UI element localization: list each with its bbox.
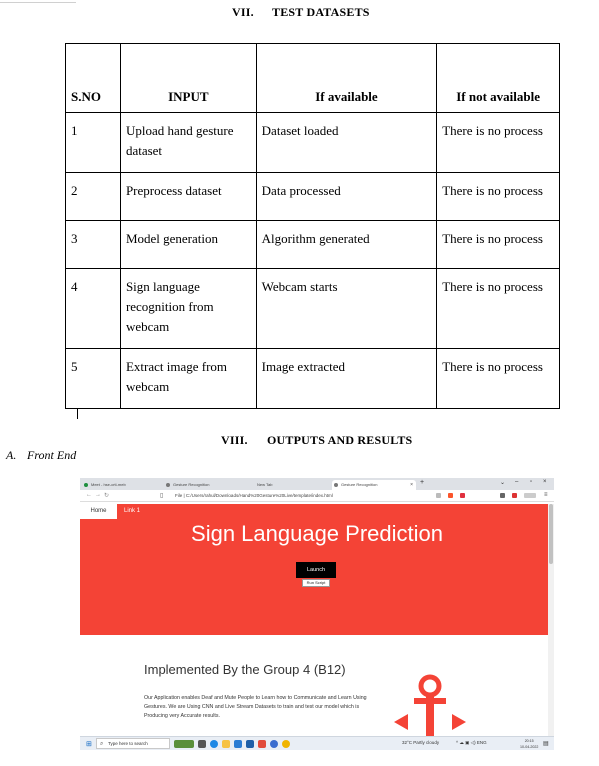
notification-icon[interactable]: ▤ xyxy=(543,741,549,747)
search-placeholder: Type here to search xyxy=(108,741,148,746)
section-title: TEST DATASETS xyxy=(272,5,370,19)
table-row xyxy=(66,269,560,349)
bookmark-icon[interactable]: ▯ xyxy=(160,493,164,499)
browser-tab[interactable] xyxy=(164,480,246,490)
anchor-icon xyxy=(392,674,472,736)
scrollbar[interactable] xyxy=(548,504,554,736)
text-cursor-mark xyxy=(77,408,78,419)
back-icon[interactable]: ← xyxy=(86,492,92,498)
weather-widget[interactable]: 32°C Partly cloudy xyxy=(402,740,440,745)
cell-sno: 1 xyxy=(66,113,121,173)
header-input: INPUT xyxy=(120,44,256,113)
cell-input: Sign language recognition from webcam xyxy=(120,269,256,349)
cell-sno: 2 xyxy=(66,173,121,221)
table-row xyxy=(66,221,560,269)
front-end-screenshot xyxy=(80,478,554,750)
minimize-icon[interactable]: – xyxy=(515,479,519,485)
url-field[interactable]: File | C:/Users/rahul/Downloads/Hand%20Gesture%20Live/template/index.html xyxy=(175,493,333,498)
cell-not-available: There is no process xyxy=(437,221,560,269)
new-tab-icon[interactable]: + xyxy=(420,479,425,486)
tab-label: New Tab xyxy=(257,482,273,487)
run-script-button[interactable]: Run Script xyxy=(302,579,330,587)
clock-date: 10-04-2022 xyxy=(520,745,539,749)
cell-available: Webcam starts xyxy=(256,269,437,349)
windows-start-icon[interactable]: ⊞ xyxy=(86,741,92,748)
section-title: OUTPUTS AND RESULTS xyxy=(267,433,413,447)
cell-input: Model generation xyxy=(120,221,256,269)
browser-tab-bar xyxy=(80,478,554,490)
cell-sno: 4 xyxy=(66,269,121,349)
cell-sno: 3 xyxy=(66,221,121,269)
cell-available: Algorithm generated xyxy=(256,221,437,269)
launch-button[interactable]: Launch xyxy=(296,562,336,578)
chrome-icon[interactable] xyxy=(282,740,290,748)
subsection-title: Front End xyxy=(27,448,77,462)
cell-not-available: There is no process xyxy=(437,349,560,409)
brave-icon[interactable] xyxy=(258,740,266,748)
vpn-icon[interactable] xyxy=(524,493,536,498)
language-indicator: ENG xyxy=(476,740,487,745)
store-icon[interactable] xyxy=(234,740,242,748)
browser-tab-active[interactable] xyxy=(332,480,416,490)
cell-input: Preprocess dataset xyxy=(120,173,256,221)
section-number: VIII. xyxy=(221,433,248,447)
table-row xyxy=(66,113,560,173)
cell-input: Upload hand gesture dataset xyxy=(120,113,256,173)
task-view-icon[interactable] xyxy=(198,740,206,748)
cell-not-available: There is no process xyxy=(437,113,560,173)
cell-sno: 5 xyxy=(66,349,121,409)
chevron-down-icon[interactable]: ⌄ xyxy=(500,480,506,486)
edge-icon[interactable] xyxy=(210,740,218,748)
reload-icon[interactable]: ↻ xyxy=(104,493,110,499)
globe-icon xyxy=(334,483,338,487)
section-heading-test-datasets xyxy=(232,5,370,20)
subsection-label: A. xyxy=(6,448,17,462)
close-window-icon[interactable]: × xyxy=(543,479,547,485)
taskbar-clock[interactable] xyxy=(520,738,538,750)
table-row xyxy=(66,349,560,409)
maximize-icon[interactable]: ▫ xyxy=(530,479,533,485)
tab-label: Gesture Recognition xyxy=(341,482,378,487)
wallet-icon[interactable] xyxy=(512,493,517,498)
browser-tab[interactable] xyxy=(82,480,162,490)
test-datasets-table xyxy=(65,43,560,409)
table-row xyxy=(66,173,560,221)
hero-section xyxy=(80,519,554,635)
cell-available: Dataset loaded xyxy=(256,113,437,173)
rewards-icon[interactable] xyxy=(460,493,465,498)
header-sno: S.NO xyxy=(66,44,121,113)
cell-not-available: There is no process xyxy=(437,173,560,221)
header-if-available: If available xyxy=(256,44,437,113)
hero-title: Sign Language Prediction xyxy=(191,521,443,546)
nav-home[interactable]: Home xyxy=(80,504,117,519)
subsection-heading-front-end xyxy=(6,448,76,463)
tab-label: Gesture Recognition xyxy=(173,482,210,487)
browser-tab[interactable] xyxy=(248,480,330,490)
header-if-not-available: If not available xyxy=(437,44,560,113)
widgets-icon[interactable] xyxy=(174,740,194,748)
clock-time: 20:15 xyxy=(524,739,534,743)
content-paragraph: Our Application enables Deaf and Mute People to Learn how to Communicate and Learn Using Gestures. We are Using CNN and Live Stream Datasets to train and test our model which is Producing very Accurate results. xyxy=(144,695,367,719)
brave-shield-icon[interactable] xyxy=(448,493,453,498)
mail-icon[interactable] xyxy=(246,740,254,748)
cell-not-available: There is no process xyxy=(437,269,560,349)
menu-icon[interactable]: ≡ xyxy=(544,492,548,498)
cell-available: Image extracted xyxy=(256,349,437,409)
section-number: VII. xyxy=(232,5,254,19)
sidebar-icon[interactable] xyxy=(500,493,505,498)
globe-icon xyxy=(166,483,170,487)
scrollbar-thumb[interactable] xyxy=(549,504,553,564)
search-icon: ⌕ xyxy=(100,741,104,747)
tab-label: Meet - hse-crti-meb xyxy=(91,482,126,487)
meet-icon xyxy=(84,483,88,487)
forward-icon[interactable]: → xyxy=(95,492,101,498)
table-header-row xyxy=(66,44,560,113)
taskbar-search[interactable] xyxy=(96,738,170,749)
app-icon[interactable] xyxy=(270,740,278,748)
address-bar xyxy=(80,490,554,502)
system-tray[interactable]: ^ ☁ ▣ ◁) ENG xyxy=(456,740,487,745)
share-icon[interactable] xyxy=(436,493,441,498)
site-navbar xyxy=(80,504,554,519)
file-explorer-icon[interactable] xyxy=(222,740,230,748)
nav-link-1[interactable]: Link 1 xyxy=(124,508,141,514)
cell-available: Data processed xyxy=(256,173,437,221)
section-heading-outputs xyxy=(221,433,412,448)
content-heading: Implemented By the Group 4 (B12) xyxy=(144,662,346,677)
windows-taskbar xyxy=(80,736,554,750)
close-icon[interactable]: × xyxy=(410,482,413,488)
header-rule xyxy=(0,2,76,3)
cell-input: Extract image from webcam xyxy=(120,349,256,409)
